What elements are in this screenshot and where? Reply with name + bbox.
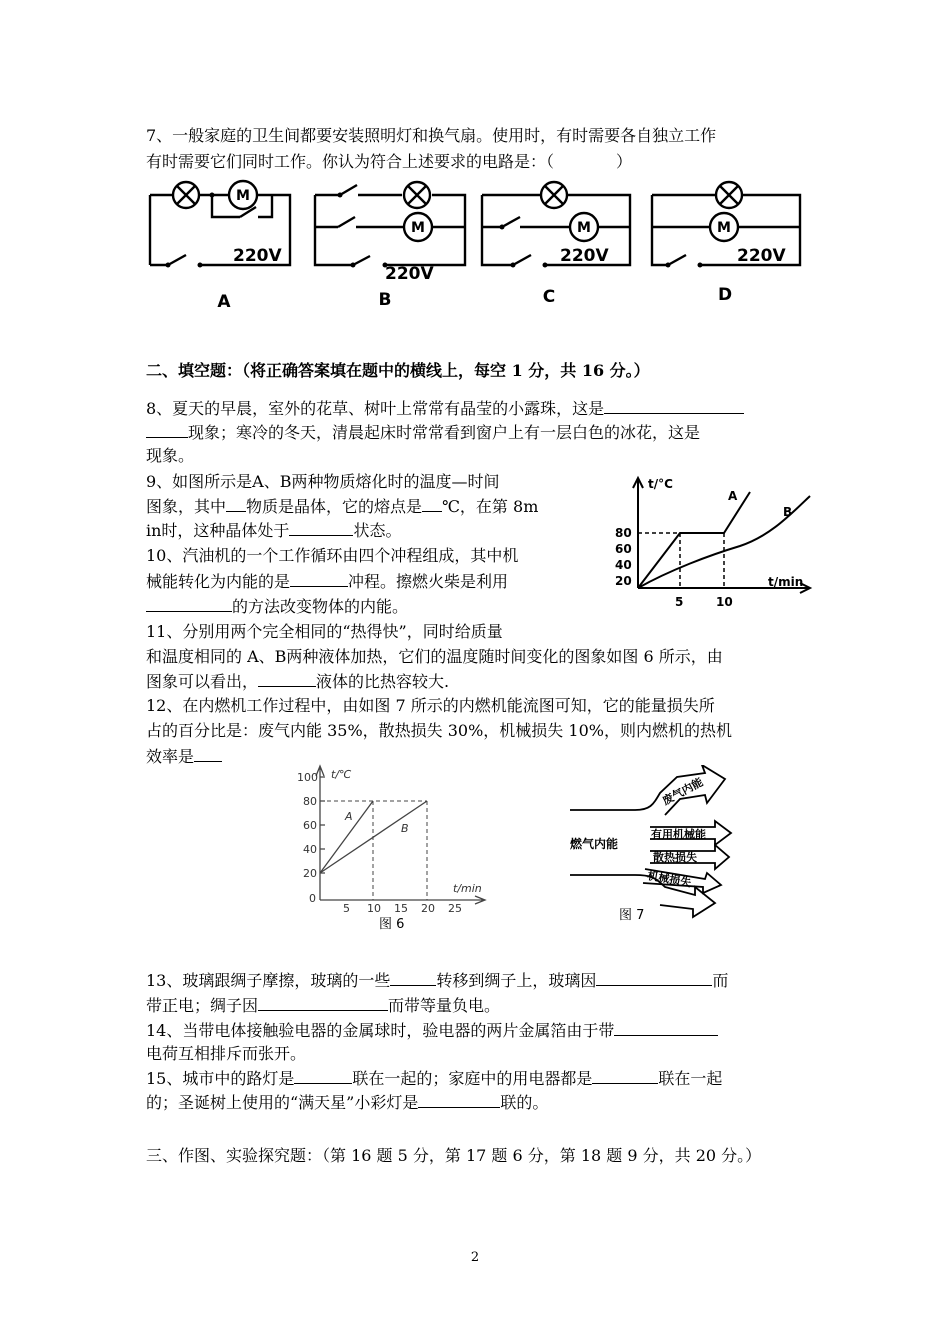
motor-symbol-d: M [717,220,731,236]
section2-title: 二、填空题：（将正确答案填在题中的横线上，每空 1 分，共 16 分。） [146,361,650,380]
circuit-label-d: D [717,285,733,305]
voltage-c: 220V [560,246,609,266]
q13-line2: 带正电；绸子因 而带等量负电。 [146,996,501,1015]
q9-line1: 9、如图所示是A、B两种物质熔化时的温度—时间 [146,472,500,491]
fig6-xtick: 25 [448,902,462,915]
q10-line3: 的方法改变物体的内能。 [146,595,408,618]
q12-line1: 12、在内燃机工作过程中，由如图 7 所示的内燃机能流图可知，它的能量损失所 [146,696,715,715]
figure-7 [565,765,755,925]
melt-ytick: 40 [615,558,632,572]
q7-line1: 7、一般家庭的卫生间都要安装照明灯和换气扇。使用时，有时需要各自独立工作 [146,126,717,145]
fig6-xtick: 5 [343,902,350,915]
fig6-xlabel: t/min [453,882,482,895]
q9-line2: 图象，其中 物质是晶体，它的熔点是 ℃，在第 8m [146,497,539,516]
fig6-ytick: 40 [303,843,317,856]
q8-line1: 8、夏天的早晨，室外的花草、树叶上常常有晶莹的小露珠，这是 [146,397,744,420]
q15-line1: 15、城市中的路灯是 联在一起的；家庭中的用电器都是 联在一起 [146,1069,723,1088]
fig6-ytick: 100 [297,771,318,784]
melt-ytick: 60 [615,542,632,556]
q12-line2: 占的百分比是：废气内能 35%，散热损失 30%，机械损失 10%，则内燃机的热机 [146,721,732,740]
fig7-output-mech: 机械损失 [646,869,693,890]
melt-series-a: A [728,489,738,503]
fig6-ytick: 0 [309,892,316,905]
q12-line3: 效率是 [146,745,222,768]
melt-ytick: 80 [615,526,632,540]
voltage-b: 220V [385,264,434,284]
melt-series-b: B [783,505,793,519]
fig6-ylabel: t/℃ [331,768,352,781]
melting-graph [600,470,820,620]
fig7-caption: 图 7 [619,908,645,923]
fig7-output-exhaust: 废气内能 [660,775,706,808]
q14-line1: 14、当带电体接触验电器的金属球时，验电器的两片金属箔由于带 [146,1019,718,1042]
fig6-series-b: B [401,822,409,835]
q11-line1: 11、分别用两个完全相同的“热得快”，同时给质量 [146,622,503,641]
q14-line2: 电荷互相排斥而张开。 [146,1044,307,1063]
fig7-output-heat: 散热损失 [653,851,697,864]
page-number: 2 [470,1250,480,1265]
q10-line1: 10、汽油机的一个工作循环由四个冲程组成，其中机 [146,546,519,565]
fig6-ytick: 60 [303,819,317,832]
q9-line3: in时，这种晶体处于 状态。 [146,521,402,540]
q7-line2: 有时需要它们同时工作。你认为符合上述要求的电路是：（ ） [146,152,633,171]
fig7-input: 燃气内能 [570,837,619,851]
q11-line3: 图象可以看出， 液体的比热容较大. [146,672,450,691]
fig6-ytick: 20 [303,867,317,880]
q8-line2: 现象；寒冷的冬天，清晨起床时常常看到窗户上有一层白色的冰花，这是 [146,421,700,444]
q7-circuits [140,175,820,315]
fig6-xtick: 10 [367,902,381,915]
figure-6 [295,760,505,935]
section3-title: 三、作图、实验探究题：（第 16 题 5 分，第 17 题 6 分，第 18 题 9 分，共 20 分。） [146,1146,762,1165]
motor-symbol-b: M [411,220,425,236]
voltage-a: 220V [233,246,282,266]
q8-line3: 现象。 [146,446,195,465]
q13-line1: 13、玻璃跟绸子摩擦，玻璃的一些 转移到绸子上，玻璃因 而 [146,971,729,990]
q11-line2: 和温度相同的 A、B两种液体加热，它们的温度随时间变化的图象如图 6 所示，由 [146,647,723,666]
voltage-d: 220V [737,246,786,266]
fig7-output-useful: 有用机械能 [651,828,706,841]
circuit-label-a: A [217,292,231,312]
q10-line2: 械能转化为内能的是 冲程。擦燃火柴是利用 [146,572,509,591]
fig6-xtick: 20 [421,902,435,915]
melt-ylabel: t/°C [648,477,673,491]
melt-ytick: 20 [615,574,632,588]
melt-xlabel: t/min [768,575,804,589]
fig6-ytick: 80 [303,795,317,808]
circuit-label-b: B [378,290,392,310]
motor-symbol-a: M [236,188,250,204]
circuit-label-c: C [542,287,556,307]
fig6-xtick: 15 [394,902,408,915]
q15-line2: 的；圣诞树上使用的“满天星”小彩灯是 联的。 [146,1093,549,1112]
fig6-series-a: A [345,810,353,823]
motor-symbol-c: M [577,220,591,236]
melt-xtick: 10 [716,595,733,609]
melt-xtick: 5 [675,595,684,609]
fig6-caption: 图 6 [379,917,405,932]
